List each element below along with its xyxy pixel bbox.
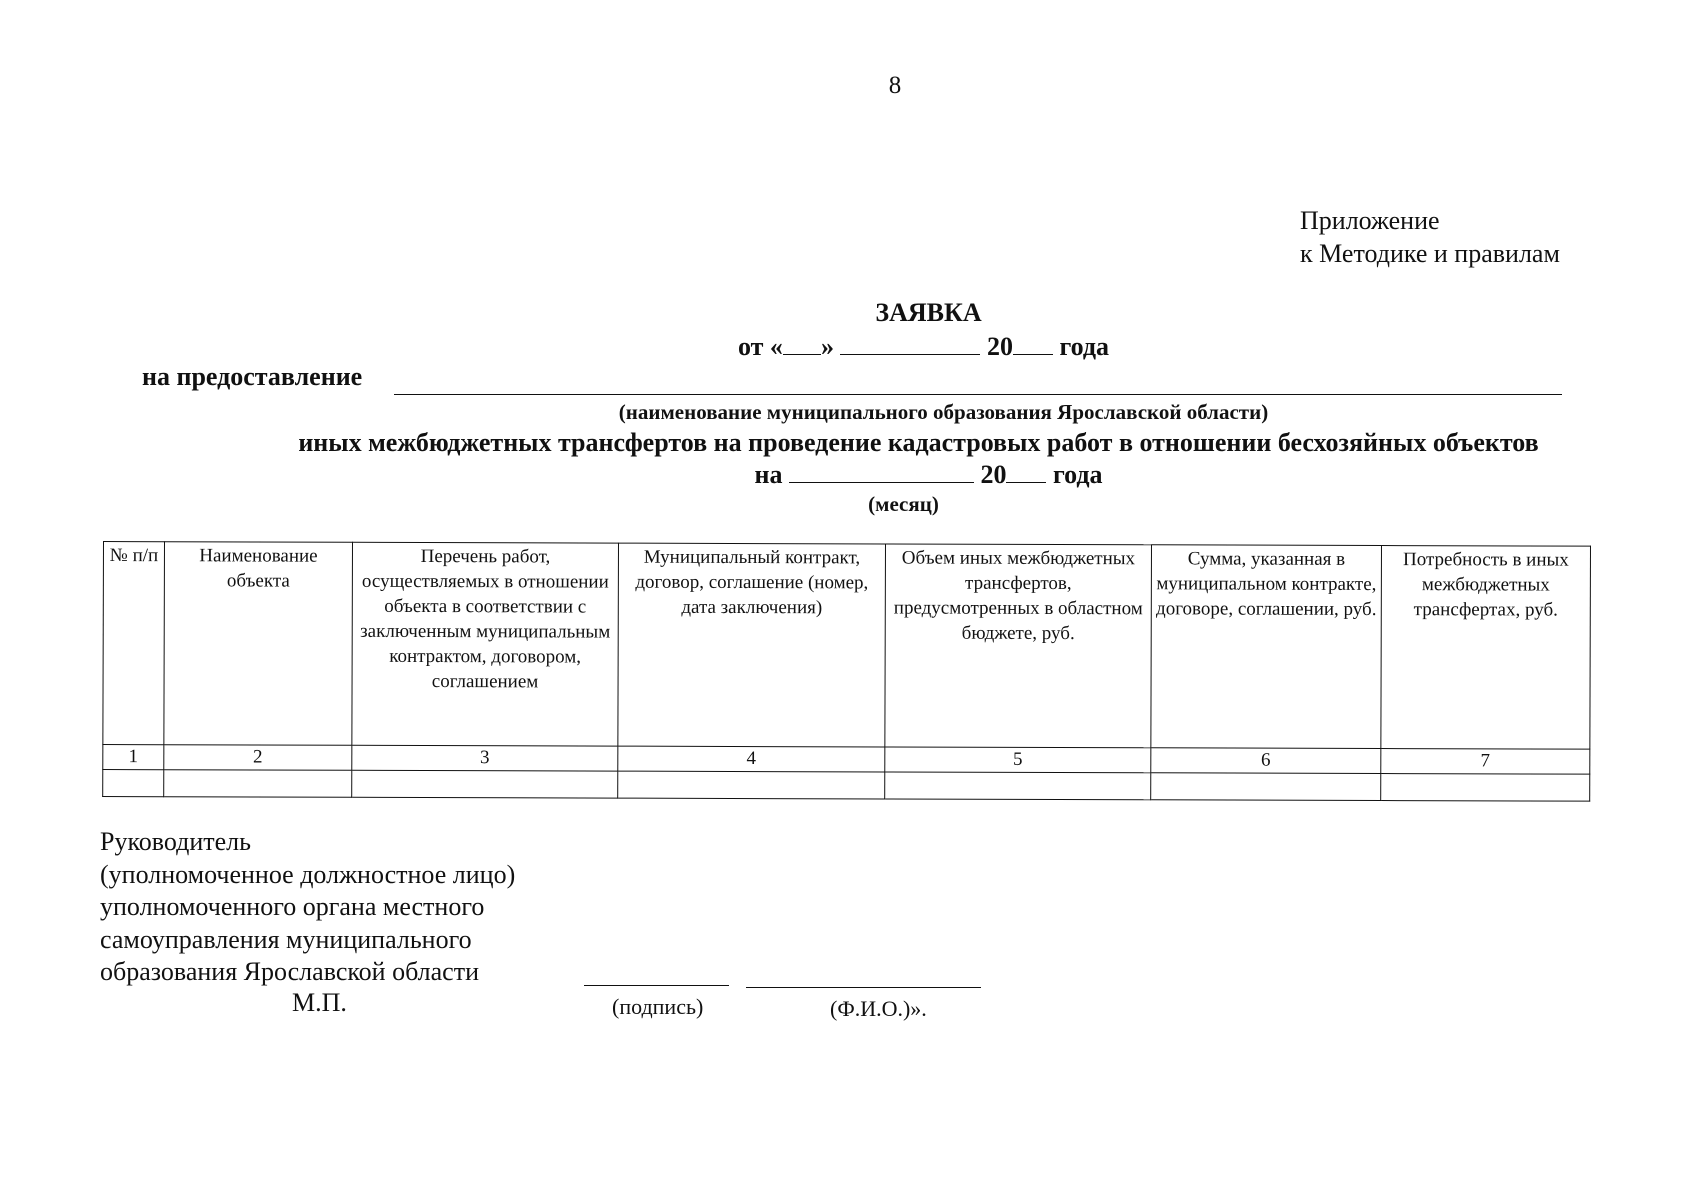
- municipality-caption: (наименование муниципального образования Ярославской области): [618, 400, 1269, 424]
- period-prefix: на: [754, 460, 783, 489]
- column-header-works-list: Перечень работ, осуществляемых в отношении объекта в соответствии с заключенным муниципальным контрактом, договором, соглашением: [352, 542, 619, 746]
- signatory-line-2: (уполномоченное должностное лицо): [100, 859, 516, 889]
- table-cell: [164, 770, 352, 798]
- signatory-line-1: Руководитель: [100, 827, 251, 856]
- column-header-contract-sum: Сумма, указанная в муниципальном контракте, договоре, соглашении, руб.: [1151, 545, 1382, 749]
- table-cell: [352, 770, 618, 798]
- provision-line: [142, 362, 1562, 396]
- month-blank: [840, 332, 980, 355]
- period-year-blank: [1006, 460, 1046, 483]
- column-number: 7: [1381, 749, 1590, 775]
- period-line: [0, 460, 1697, 490]
- period-year: 20: [980, 460, 1007, 489]
- signatory-line-4: самоуправления муниципального: [100, 924, 472, 954]
- signatory-block: [100, 826, 515, 989]
- purpose-line: иных межбюджетных трансфертов на проведение кадастровых работ в отношении бесхозяйных объектов: [298, 428, 1539, 457]
- column-header-number: № п/п: [103, 542, 165, 745]
- table-cell: [1381, 774, 1590, 802]
- municipality-blank: [394, 394, 1562, 395]
- signatory-line-3: уполномоченного органа местного: [100, 892, 485, 921]
- month-caption: (месяц): [868, 492, 939, 516]
- period-suffix: года: [1052, 460, 1103, 489]
- appendix-note: [1300, 204, 1560, 270]
- column-header-contract: Муниципальный контракт, договор, соглашение (номер, дата заключения): [618, 543, 886, 747]
- column-header-need: Потребность в иных межбюджетных трансфертах, руб.: [1381, 546, 1591, 750]
- fio-blank: [746, 987, 981, 988]
- appendix-line-1: Приложение: [1300, 206, 1440, 235]
- table-header-row: [103, 542, 1591, 750]
- date-prefix: от «: [738, 332, 783, 361]
- table-cell: [885, 772, 1151, 800]
- signature-caption: (подпись): [612, 994, 704, 1019]
- date-line: [0, 332, 1697, 362]
- table-row: [103, 770, 1590, 802]
- document-title: ЗАЯВКА: [875, 298, 982, 327]
- page-number: 8: [888, 72, 902, 99]
- table-cell: [618, 771, 885, 799]
- column-number: 2: [164, 745, 352, 771]
- date-year: 20: [986, 332, 1013, 361]
- column-number: 3: [352, 745, 618, 771]
- request-table: [102, 541, 1591, 802]
- signature-blank: [584, 985, 729, 986]
- column-number: 1: [103, 745, 164, 770]
- date-suffix: года: [1059, 332, 1109, 361]
- day-blank: [783, 332, 821, 355]
- column-header-budget-volume: Объем иных межбюджетных трансфертов, предусмотренных в областном бюджете, руб.: [885, 544, 1152, 748]
- column-number: 6: [1151, 748, 1381, 774]
- provision-label: на предоставление: [142, 362, 363, 391]
- table-cell: [103, 770, 164, 797]
- signatory-line-5: образования Ярославской области: [100, 957, 479, 986]
- date-mid: »: [820, 332, 834, 361]
- column-header-object-name: Наименование объекта: [164, 542, 353, 746]
- year-blank: [1013, 332, 1053, 355]
- table-cell: [1151, 773, 1381, 801]
- fio-caption: (Ф.И.О.)».: [830, 996, 927, 1021]
- column-number: 5: [885, 747, 1151, 773]
- column-number: 4: [618, 746, 885, 772]
- period-month-blank: [789, 460, 974, 483]
- stamp-label: М.П.: [292, 988, 347, 1017]
- appendix-line-2: к Методике и правилам: [1300, 239, 1560, 268]
